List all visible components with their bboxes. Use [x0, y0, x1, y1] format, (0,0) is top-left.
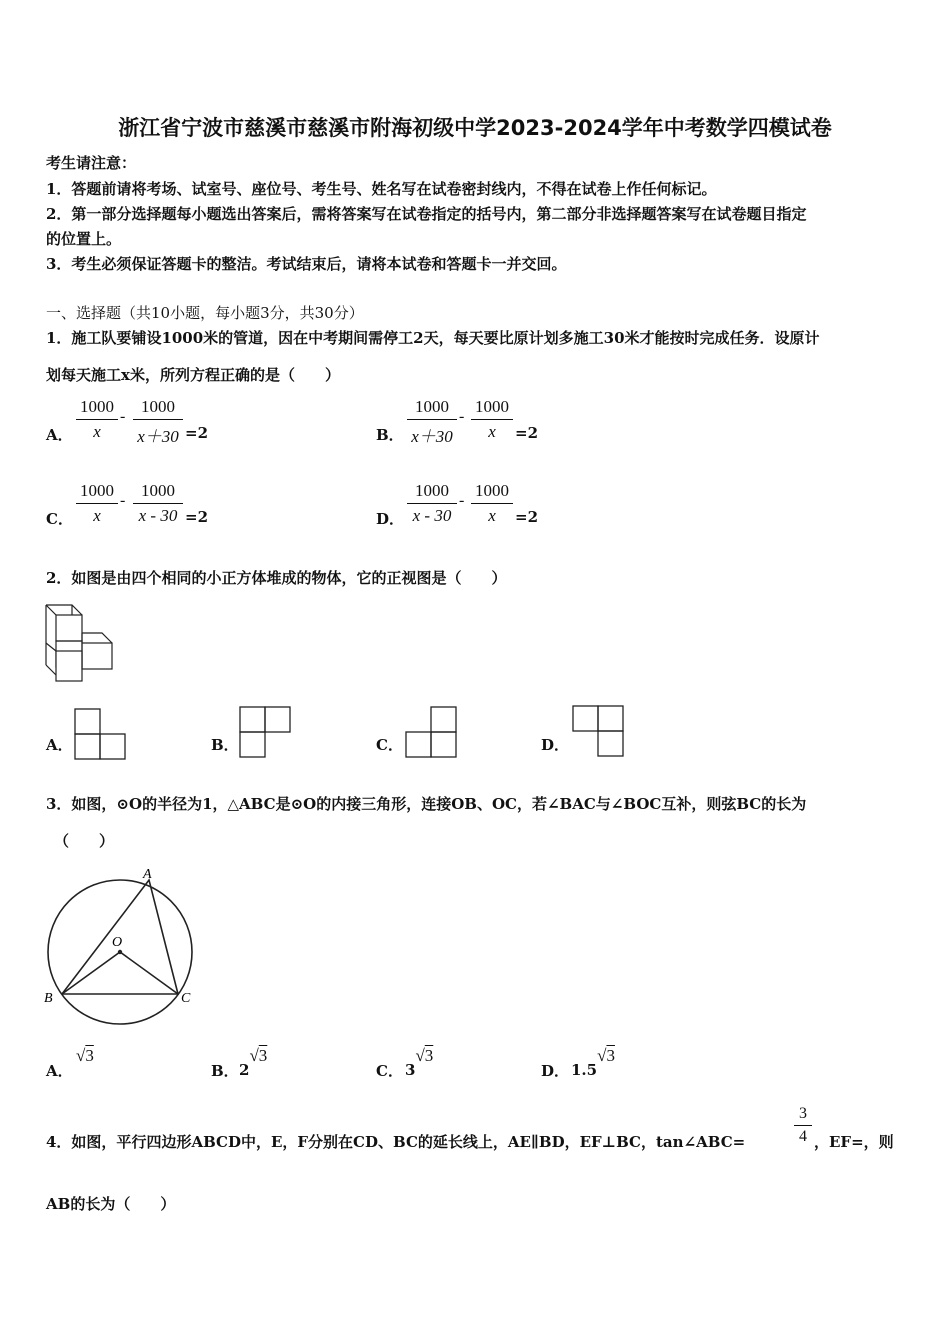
sqrt-expression: 2√3 — [239, 1046, 268, 1079]
equals: =2 — [515, 508, 539, 526]
notice-heading: 考生请注意： — [46, 154, 137, 172]
circle-triangle-figure — [40, 862, 205, 1032]
point-label-c: C — [181, 991, 191, 1006]
cube-stack-figure — [44, 603, 116, 683]
option-label: B． — [211, 1062, 239, 1080]
q4-stem: AB的长为（ ） — [46, 1195, 176, 1213]
option-label: A． — [46, 426, 73, 444]
operator: - — [120, 492, 126, 509]
sqrt-expression: 1.5√3 — [571, 1046, 615, 1079]
q1-stem: 划每天施工x米，所列方程正确的是（ ） — [46, 366, 340, 384]
notice-item: 2．第一部分选择题每小题选出答案后，需将答案写在试卷指定的括号内，第二部分非选择题答案写在试卷题目指定 — [46, 205, 807, 223]
fraction: $\frac{1000}{x - 30}$ — [133, 481, 183, 526]
equals: =2 — [185, 508, 209, 526]
notice-item: 1．答题前请将考场、试室号、座位号、考生号、姓名写在试卷密封线内，不得在试卷上作任何标记。 — [46, 180, 717, 198]
fraction: $\frac{1000}{x - 30}$ — [407, 481, 457, 526]
point-label-a: A — [143, 867, 152, 882]
point-label-o: O — [112, 935, 123, 950]
q3-stem: 3．如图，⊙O的半径为1，△ABC是⊙O的内接三角形，连接OB、OC，若∠BAC与∠BOC互补，则弦BC的长为 — [46, 795, 807, 813]
option-label: A． — [46, 736, 73, 754]
operator: - — [459, 492, 465, 509]
option-a-view — [74, 708, 126, 760]
section-heading: 一、选择题（共10小题，每小题3分，共30分） — [46, 304, 364, 322]
option-label: C． — [376, 736, 403, 754]
sqrt-expression: 3√3 — [405, 1046, 434, 1079]
equals: =2 — [185, 424, 209, 442]
fraction: $\frac{1000}{x}$ — [76, 481, 118, 526]
notice-item: 的位置上。 — [46, 230, 122, 248]
option-label: C． — [46, 510, 73, 528]
q1-stem: 1．施工队要铺设1000米的管道，因在中考期间需停工2天，每天要比原计划多施工30米才能按时完成任务．设原计 — [46, 329, 820, 347]
option-label: D． — [376, 510, 405, 528]
fraction: $\frac{1000}{x+30}$ — [133, 397, 183, 447]
operator: - — [459, 408, 465, 425]
option-label: B． — [211, 736, 239, 754]
fraction: $\frac{1000}{x}$ — [471, 481, 513, 526]
option-label: A． — [46, 1062, 73, 1080]
q2-stem: 2．如图是由四个相同的小正方体堆成的物体，它的正视图是（ ） — [46, 569, 507, 587]
option-label: D． — [541, 1062, 570, 1080]
point-label-b: B — [44, 991, 53, 1006]
option-label: B． — [376, 426, 404, 444]
option-label: D． — [541, 736, 570, 754]
fraction: $\frac{1000}{x+30}$ — [407, 397, 457, 447]
notice-item: 3．考生必须保证答题卡的整洁。考试结束后，请将本试卷和答题卡一并交回。 — [46, 255, 567, 273]
page-title: 浙江省宁波市慈溪市慈溪市附海初级中学2023-2024学年中考数学四模试卷 — [118, 116, 832, 140]
q4-stem-pre: 4．如图，平行四边形ABCD中，E，F分别在CD、BC的延长线上，AE∥BD，EF⊥BC，tan∠ABC= — [46, 1133, 746, 1151]
sqrt-expression: √3 — [76, 1046, 94, 1065]
option-c-view — [405, 706, 457, 758]
fraction: $\frac{1000}{x}$ — [471, 397, 513, 442]
operator: - — [120, 408, 126, 425]
option-label: C． — [376, 1062, 403, 1080]
option-b-view — [239, 706, 291, 758]
q4-stem-post: ，EF=，则 — [814, 1133, 894, 1151]
fraction: $\frac{3}{4}$ — [794, 1105, 812, 1146]
equals: =2 — [515, 424, 539, 442]
option-d-view — [572, 705, 624, 757]
q3-stem: （ ） — [54, 832, 115, 850]
fraction: $\frac{1000}{x}$ — [76, 397, 118, 442]
